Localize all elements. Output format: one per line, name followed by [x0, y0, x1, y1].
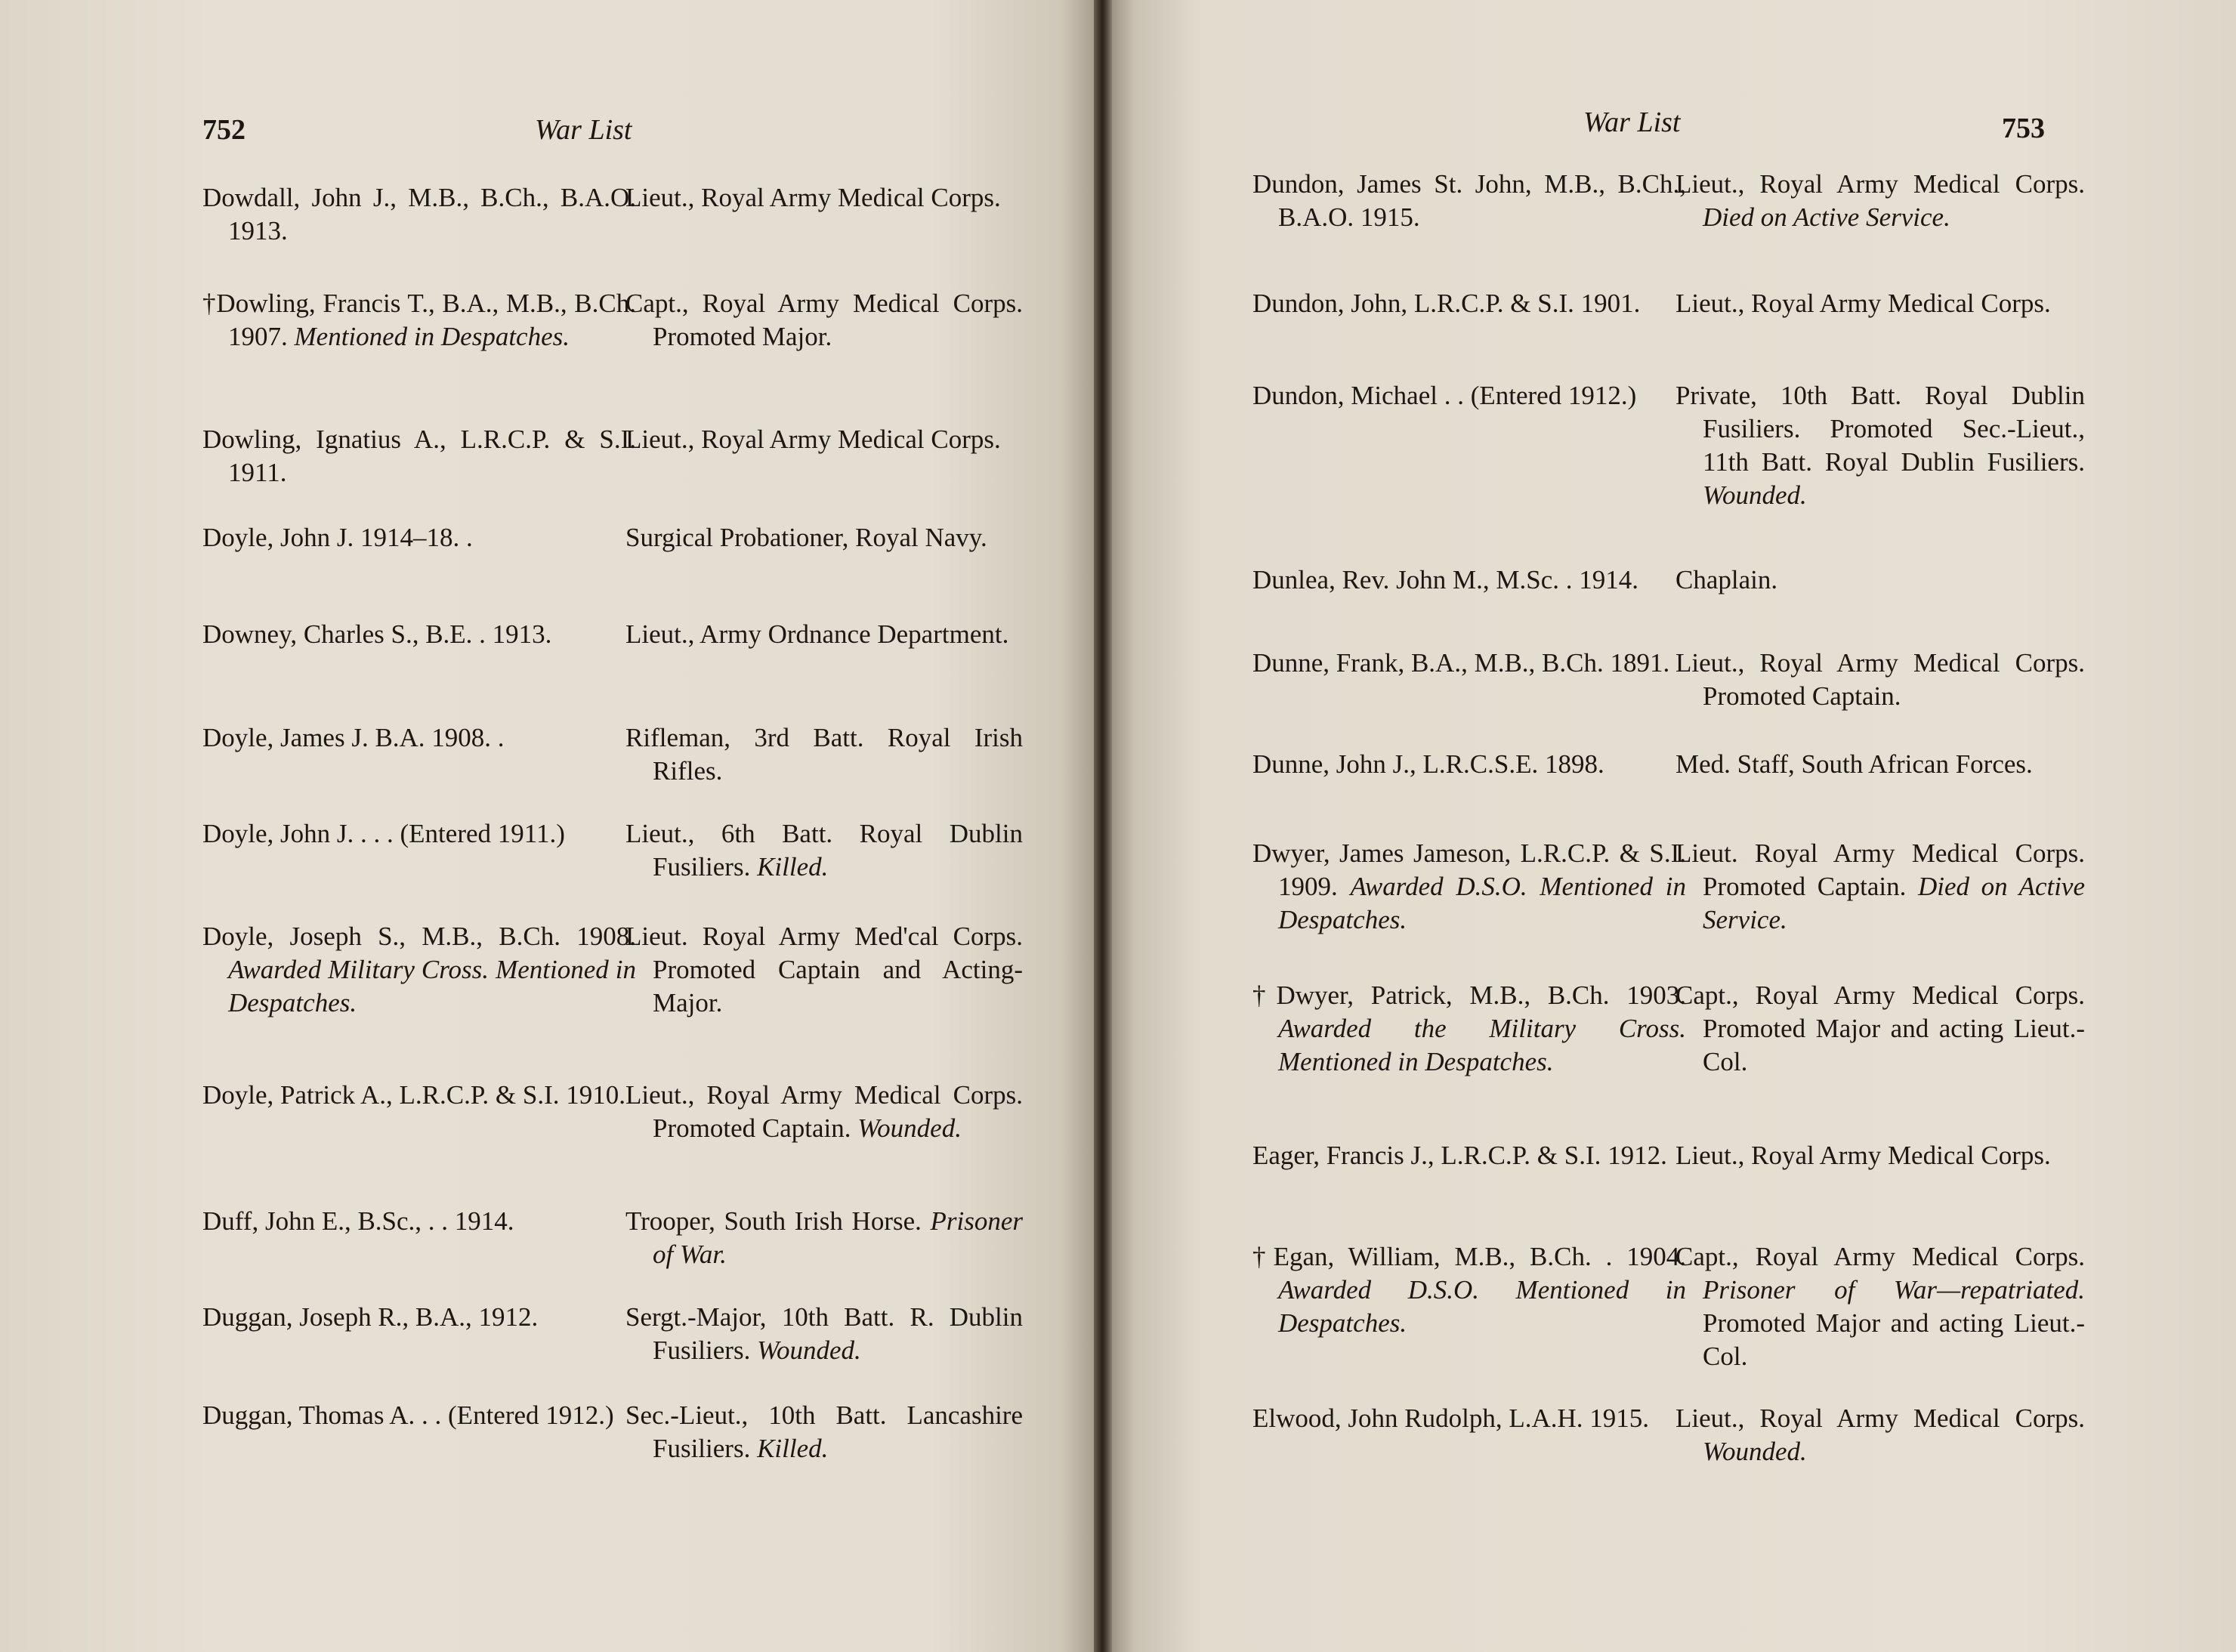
- entry-name: Duggan, Joseph R., B.A., 1912.: [202, 1302, 539, 1332]
- entry-service: Trooper, South Irish Horse. Prisoner of War.: [625, 1206, 1024, 1269]
- entry-service: Chaplain.: [1675, 565, 1778, 594]
- entry-service: Capt., Royal Army Medical Corps. Promoted Major.: [625, 289, 1023, 351]
- entry-name: Dundon, Michael . . (Entered 1912.): [1252, 381, 1637, 410]
- page-number: 753: [2002, 113, 2045, 144]
- page-number: 752: [202, 114, 246, 146]
- entry-name: Dowling, Ignatius A., L.R.C.P. & S.I. 1911.: [202, 425, 636, 487]
- running-head: War List: [535, 114, 632, 146]
- right-page: [1112, 0, 2236, 1652]
- entry-name: Dundon, James St. John, M.B., B.Ch., B.A.O. 1915.: [1252, 169, 1686, 232]
- entry-name: Dwyer, James Jameson, L.R.C.P. & S.I. 1909. Awarded D.S.O. Mentioned in Despatches.: [1252, 838, 1687, 934]
- entry-service: Sergt.-Major, 10th Batt. R. Dublin Fusiliers. Wounded.: [625, 1302, 1023, 1365]
- entry-service: Lieut., Royal Army Medical Corps.: [1675, 289, 2051, 318]
- entry-name: Dundon, John, L.R.C.P. & S.I. 1901.: [1252, 289, 1641, 318]
- entry-service: Surgical Probationer, Royal Navy.: [625, 523, 987, 552]
- entry-service: Capt., Royal Army Medical Corps. Promoted Major and acting Lieut.-Col.: [1675, 980, 2085, 1076]
- entry-name: Doyle, John J. . . . (Entered 1911.): [202, 819, 565, 848]
- entry-name: Doyle, John J. 1914–18. .: [202, 523, 473, 552]
- entry-name: †Dwyer, Patrick, M.B., B.Ch. 1903. Awarded the Military Cross. Mentioned in Despatches.: [1252, 980, 1686, 1076]
- entry-name: Doyle, Joseph S., M.B., B.Ch. 1908. Awarded Military Cross. Mentioned in Despatches.: [202, 922, 636, 1017]
- entry-service: Lieut., Royal Army Medical Corps. Promoted Captain.: [1675, 648, 2085, 711]
- left-page: [0, 0, 1094, 1652]
- entry-service: Med. Staff, South African Forces.: [1675, 749, 2033, 779]
- entry-service: Lieut., Royal Army Medical Corps. Wounded.: [1675, 1403, 2085, 1466]
- entry-name: Doyle, Patrick A., L.R.C.P. & S.I. 1910.: [202, 1080, 626, 1110]
- entry-service: Sec.-Lieut., 10th Batt. Lancashire Fusiliers. Killed.: [625, 1400, 1023, 1463]
- entry-service: Lieut. Royal Army Med'cal Corps. Promoted Captain and Acting-Major.: [625, 922, 1023, 1017]
- entry-name: Dunne, Frank, B.A., M.B., B.Ch. 1891.: [1252, 648, 1670, 678]
- entry-name: Duggan, Thomas A. . . (Entered 1912.): [202, 1400, 614, 1430]
- running-head: War List: [1583, 107, 1681, 138]
- entry-service: Lieut., Royal Army Medical Corps. Died on Active Service.: [1675, 169, 2085, 232]
- entry-service: Private, 10th Batt. Royal Dublin Fusiliers. Promoted Sec.-Lieut., 11th Batt. Royal Dublin Fusiliers. Wounded.: [1675, 381, 2085, 510]
- entry-name: Eager, Francis J., L.R.C.P. & S.I. 1912.: [1252, 1141, 1667, 1170]
- entry-service: Capt., Royal Army Medical Corps. Prisoner of War—repatriated. Promoted Major and acting Lieut.-Col.: [1675, 1242, 2085, 1371]
- entry-service: Lieut., Army Ordnance Department.: [625, 619, 1009, 649]
- entry-name: Dunne, John J., L.R.C.S.E. 1898.: [1252, 749, 1604, 779]
- entry-service: Lieut., Royal Army Medical Corps.: [1675, 1141, 2051, 1170]
- entry-name: †Dowling, Francis T., B.A., M.B., B.Ch. 1907. Mentioned in Despatches.: [202, 289, 636, 351]
- entry-name: †Egan, William, M.B., B.Ch. . 1904. Awarded D.S.O. Mentioned in Despatches.: [1252, 1242, 1686, 1338]
- entry-service: Lieut., Royal Army Medical Corps.: [625, 183, 1001, 212]
- entry-name: Duff, John E., B.Sc., . . 1914.: [202, 1206, 514, 1236]
- entry-name: Dunlea, Rev. John M., M.Sc. . 1914.: [1252, 565, 1639, 594]
- entry-name: Downey, Charles S., B.E. . 1913.: [202, 619, 552, 649]
- entry-service: Lieut., 6th Batt. Royal Dublin Fusiliers. Killed.: [625, 819, 1023, 882]
- entry-name: Elwood, John Rudolph, L.A.H. 1915.: [1252, 1403, 1649, 1433]
- entry-service: Lieut., Royal Army Medical Corps.: [625, 425, 1001, 454]
- entry-service: Lieut. Royal Army Medical Corps. Promoted Captain. Died on Active Service.: [1675, 838, 2085, 934]
- entry-name: Dowdall, John J., M.B., B.Ch., B.A.O. 1913.: [202, 183, 636, 245]
- book-gutter: [1094, 0, 1112, 1652]
- entry-name: Doyle, James J. B.A. 1908. .: [202, 723, 505, 752]
- entry-service: Rifleman, 3rd Batt. Royal Irish Rifles.: [625, 723, 1023, 786]
- entry-service: Lieut., Royal Army Medical Corps. Promoted Captain. Wounded.: [625, 1080, 1023, 1143]
